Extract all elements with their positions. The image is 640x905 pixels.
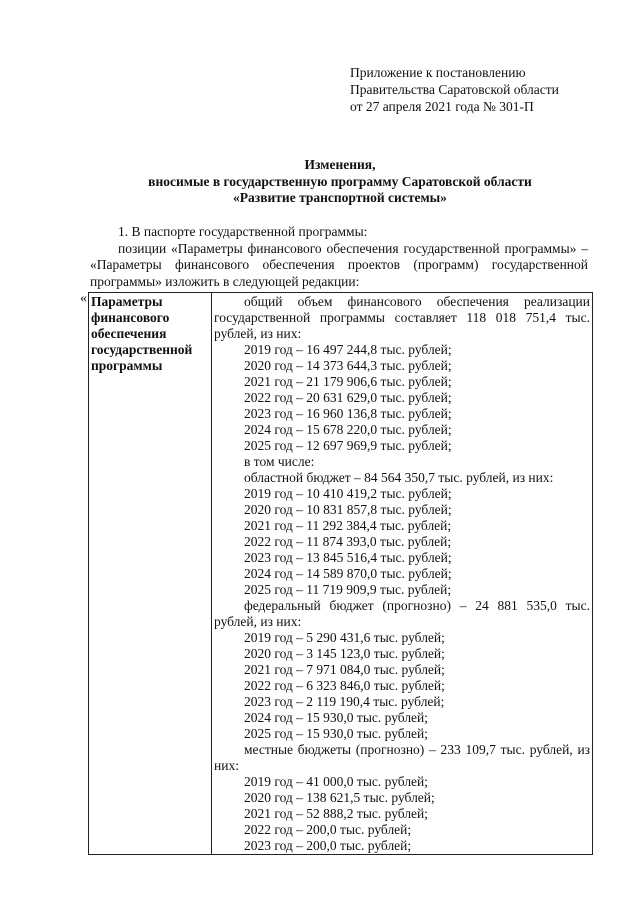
total-year-item: 2019 год – 16 497 244,8 тыс. рублей;: [244, 342, 452, 357]
appendix-header: [350, 64, 559, 115]
local-year-item: 2023 год – 200,0 тыс. рублей;: [244, 838, 412, 853]
regional-year-item: 2024 год – 14 589 870,0 тыс. рублей;: [244, 566, 452, 581]
total-year-item: 2024 год – 15 678 220,0 тыс. рублей;: [244, 422, 452, 437]
title-line-3: «Развитие транспортной системы»: [233, 190, 447, 205]
local-year-item: 2020 год – 138 621,5 тыс. рублей;: [244, 790, 435, 805]
total-year-item: 2021 год – 21 179 906,6 тыс. рублей;: [244, 374, 452, 389]
total-year-item: 2025 год – 12 697 969,9 тыс. рублей;: [244, 438, 452, 453]
federal-year-item: 2022 год – 6 323 846,0 тыс. рублей;: [244, 678, 445, 693]
local-intro: местные бюджеты (прогнозно) – 233 109,7 тыс. рублей, из них:: [214, 742, 590, 773]
parameter-label-cell: [89, 293, 212, 855]
intro-text: [90, 224, 588, 290]
appendix-line: Приложение к постановлению: [350, 65, 526, 80]
title-line-1: Изменения,: [304, 157, 376, 172]
title-line-2: вносимые в государственную программу Саратовской области: [148, 173, 532, 189]
total-year-item: 2023 год – 16 960 136,8 тыс. рублей;: [244, 406, 452, 421]
opening-quote: «: [80, 291, 87, 306]
federal-year-item: 2021 год – 7 971 084,0 тыс. рублей;: [244, 662, 445, 677]
total-intro: общий объем финансового обеспечения реализации государственной программы составляет 118 018 751,4 тыс. рублей, из них:: [214, 294, 590, 341]
federal-intro: федеральный бюджет (прогнозно) – 24 881 535,0 тыс. рублей, из них:: [214, 598, 590, 629]
parameter-label: Параметры финансового обеспечения государственной программы: [91, 294, 193, 373]
regional-year-item: 2019 год – 10 410 419,2 тыс. рублей;: [244, 486, 452, 501]
federal-year-item: 2019 год – 5 290 431,6 тыс. рублей;: [244, 630, 445, 645]
total-year-item: 2022 год – 20 631 629,0 тыс. рублей;: [244, 390, 452, 405]
intro-paragraph-1: 1. В паспорте государственной программы:: [118, 224, 368, 239]
parameter-value-cell: [212, 293, 593, 855]
regional-year-item: 2025 год – 11 719 909,9 тыс. рублей;: [244, 582, 452, 597]
local-year-item: 2021 год – 52 888,2 тыс. рублей;: [244, 806, 429, 821]
regional-year-item: 2022 год – 11 874 393,0 тыс. рублей;: [244, 534, 452, 549]
regional-year-item: 2023 год – 13 845 516,4 тыс. рублей;: [244, 550, 452, 565]
total-year-item: 2020 год – 14 373 644,3 тыс. рублей;: [244, 358, 452, 373]
regional-intro: областной бюджет – 84 564 350,7 тыс. рублей, из них:: [244, 470, 554, 485]
federal-year-item: 2025 год – 15 930,0 тыс. рублей;: [244, 726, 429, 741]
document-title: [90, 157, 590, 207]
federal-year-item: 2024 год – 15 930,0 тыс. рублей;: [244, 710, 429, 725]
including-label: в том числе:: [244, 454, 315, 469]
regional-year-item: 2021 год – 11 292 384,4 тыс. рублей;: [244, 518, 452, 533]
local-year-item: 2022 год – 200,0 тыс. рублей;: [244, 822, 412, 837]
appendix-line: Правительства Саратовской области: [350, 82, 559, 97]
federal-year-item: 2020 год – 3 145 123,0 тыс. рублей;: [244, 646, 445, 661]
local-year-item: 2019 год – 41 000,0 тыс. рублей;: [244, 774, 429, 789]
regional-year-item: 2020 год – 10 831 857,8 тыс. рублей;: [244, 502, 452, 517]
intro-paragraph-2: позиции «Параметры финансового обеспечения государственной программы» – «Параметры финансового обеспечения проектов (программ) государственной программы» изложить в следующей редакции:: [90, 240, 588, 289]
appendix-line: от 27 апреля 2021 года № 301-П: [350, 99, 534, 114]
federal-year-item: 2023 год – 2 119 190,4 тыс. рублей;: [244, 694, 445, 709]
financing-parameters-table: [88, 292, 593, 855]
